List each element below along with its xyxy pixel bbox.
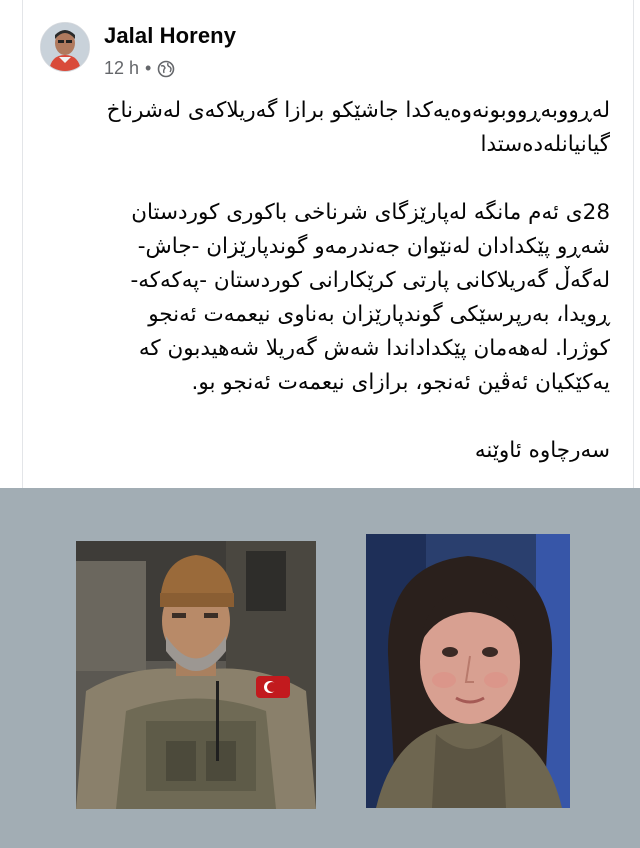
author-name[interactable]: Jalal Horeny — [104, 23, 237, 48]
post-line: لەگەڵ گەریلاکانی پارتی کرێکارانی کوردستان -پەکەکە- — [130, 268, 610, 293]
post-line: لەڕووبەڕووبونەوەیەکدا جاشێکو برازا گەریلاکەی لەشرناخ — [106, 98, 610, 123]
post-line: ڕویدا، بەرپرسێکی گوندپارێزان بەناوی نیعمەت ئەنجو — [148, 302, 610, 327]
post-line: شەڕو پێکدادان لەنێوان جەندرمەو گوندپارێزان -جاش- — [137, 234, 610, 259]
post-line: کوژرا. لەهەمان پێکداداندا شەش گەریلا شەهیدبون کە — [138, 336, 610, 361]
post-line: سەرچاوە ئاوێنە — [474, 438, 610, 463]
timestamp[interactable]: 12 h — [104, 58, 140, 78]
post-line: گیانیانلەدەستدا — [480, 132, 610, 157]
divider — [633, 0, 634, 488]
avatar-image — [41, 23, 89, 71]
meta-separator: • — [145, 58, 152, 78]
avatar[interactable] — [40, 22, 90, 72]
divider — [22, 0, 23, 488]
globe-icon[interactable] — [157, 60, 175, 78]
paragraph-gap — [30, 400, 610, 434]
post-line: 28ی ئەم مانگە لەپارێزگای شرناخی باکوری کوردستان — [131, 200, 610, 225]
photo-woman — [366, 534, 570, 808]
post-line: یەکێکیان ئەڤین ئەنجو، برازای نیعمەت ئەنجو بو. — [191, 370, 610, 395]
paragraph-gap — [30, 162, 610, 196]
post-text — [30, 94, 610, 468]
photo-man — [76, 541, 316, 809]
post-meta — [104, 58, 175, 79]
